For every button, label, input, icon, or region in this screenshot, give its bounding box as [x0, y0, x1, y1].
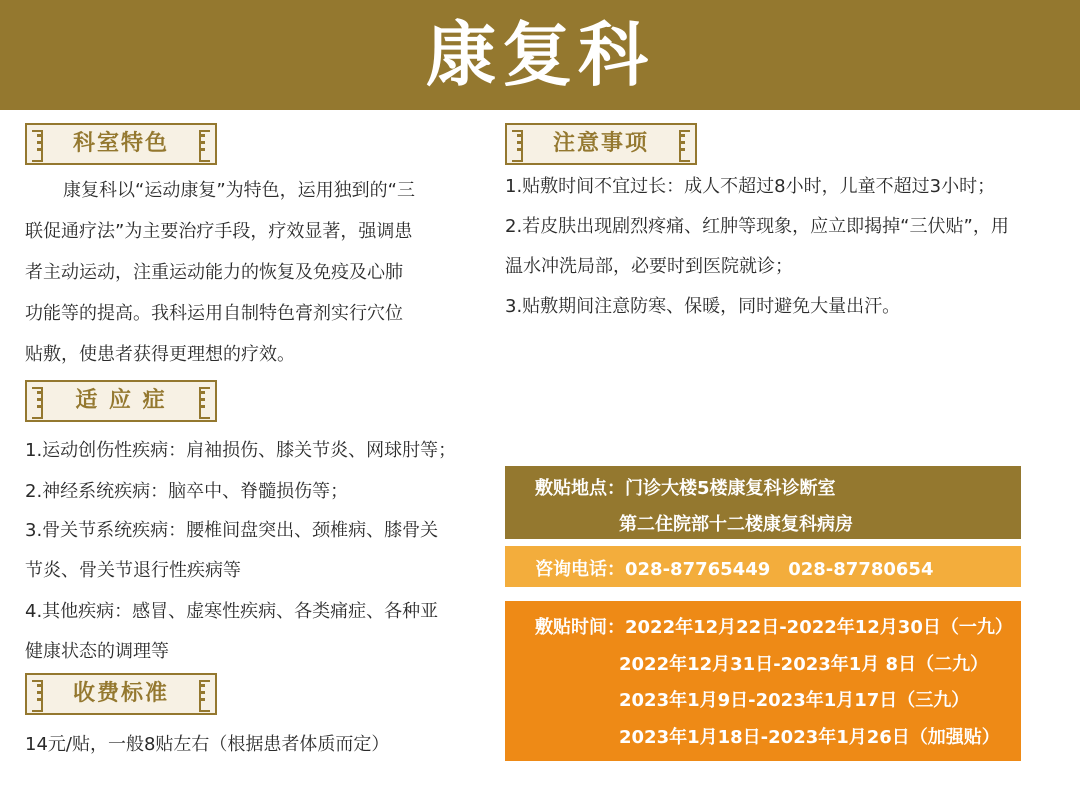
- features-heading: 科室特色: [72, 131, 169, 156]
- fees-text: 14元/贴，一般8贴左右（根据患者体质而定）: [25, 734, 390, 755]
- fees-heading: 收费标准: [72, 681, 169, 706]
- location-line: 敷贴地点：门诊大楼5楼康复科诊断室: [535, 478, 836, 499]
- features-paragraph: [25, 170, 475, 375]
- indication-item: 4.其他疾病：感冒、虚寒性疾病、各类痛症、各种亚: [25, 601, 439, 622]
- notes-heading: 注意事项: [552, 131, 649, 156]
- features-line: 功能等的提高。我科运用自制特色膏剂实行穴位: [25, 303, 403, 324]
- note-item: 温水冲洗局部，必要时到医院就诊；: [505, 256, 793, 277]
- indication-item: 2.神经系统疾病：脑卒中、脊髓损伤等；: [25, 481, 349, 502]
- indication-item: 3.骨关节系统疾病：腰椎间盘突出、颈椎病、膝骨关: [25, 520, 439, 541]
- note-item: 2.若皮肤出现剧烈疼痛、红肿等现象，应立即揭掉“三伏贴”，用: [505, 216, 1009, 237]
- note-item: 1.贴敷时间不宜过长：成人不超过8小时，儿童不超过3小时；: [505, 176, 996, 197]
- indication-item: 节炎、骨关节退行性疾病等: [25, 560, 241, 581]
- features-line: 贴敷，使患者获得更理想的疗效。: [25, 344, 295, 365]
- notes-section-tag: [505, 123, 697, 165]
- page-title: 康复科: [426, 14, 654, 96]
- schedule-line: 2022年12月31日-2023年1月 8日（二九）: [619, 654, 989, 675]
- features-line: 康复科以“运动康复”为特色，运用独到的“三: [63, 180, 415, 201]
- schedule-line: 敷贴时间：2022年12月22日-2022年12月30日（一九）: [535, 617, 1013, 638]
- indication-item: 健康状态的调理等: [25, 641, 169, 662]
- page-header: [0, 0, 1080, 110]
- location-line: 第二住院部十二楼康复科病房: [619, 514, 853, 535]
- indication-item: 1.运动创伤性疾病：肩袖损伤、膝关节炎、网球肘等；: [25, 440, 457, 461]
- schedule-line: 2023年1月9日-2023年1月17日（三九）: [619, 690, 970, 711]
- schedule-line: 2023年1月18日-2023年1月26日（加强贴）: [619, 727, 1000, 748]
- features-section-tag: [25, 123, 217, 165]
- location-box: [505, 466, 1021, 539]
- features-line: 联促通疗法”为主要治疗手段，疗效显著，强调患: [25, 221, 413, 242]
- phone-line: 咨询电话：028-87765449 028-87780654: [535, 559, 934, 580]
- indications-section-tag: [25, 380, 217, 422]
- schedule-box: [505, 601, 1021, 761]
- note-item: 3.贴敷期间注意防寒、保暖，同时避免大量出汗。: [505, 296, 901, 317]
- features-line: 者主动运动，注重运动能力的恢复及免疫及心肺: [25, 262, 403, 283]
- fees-section-tag: [25, 673, 217, 715]
- indications-heading: 适 应 症: [75, 388, 167, 413]
- phone-box: [505, 546, 1021, 587]
